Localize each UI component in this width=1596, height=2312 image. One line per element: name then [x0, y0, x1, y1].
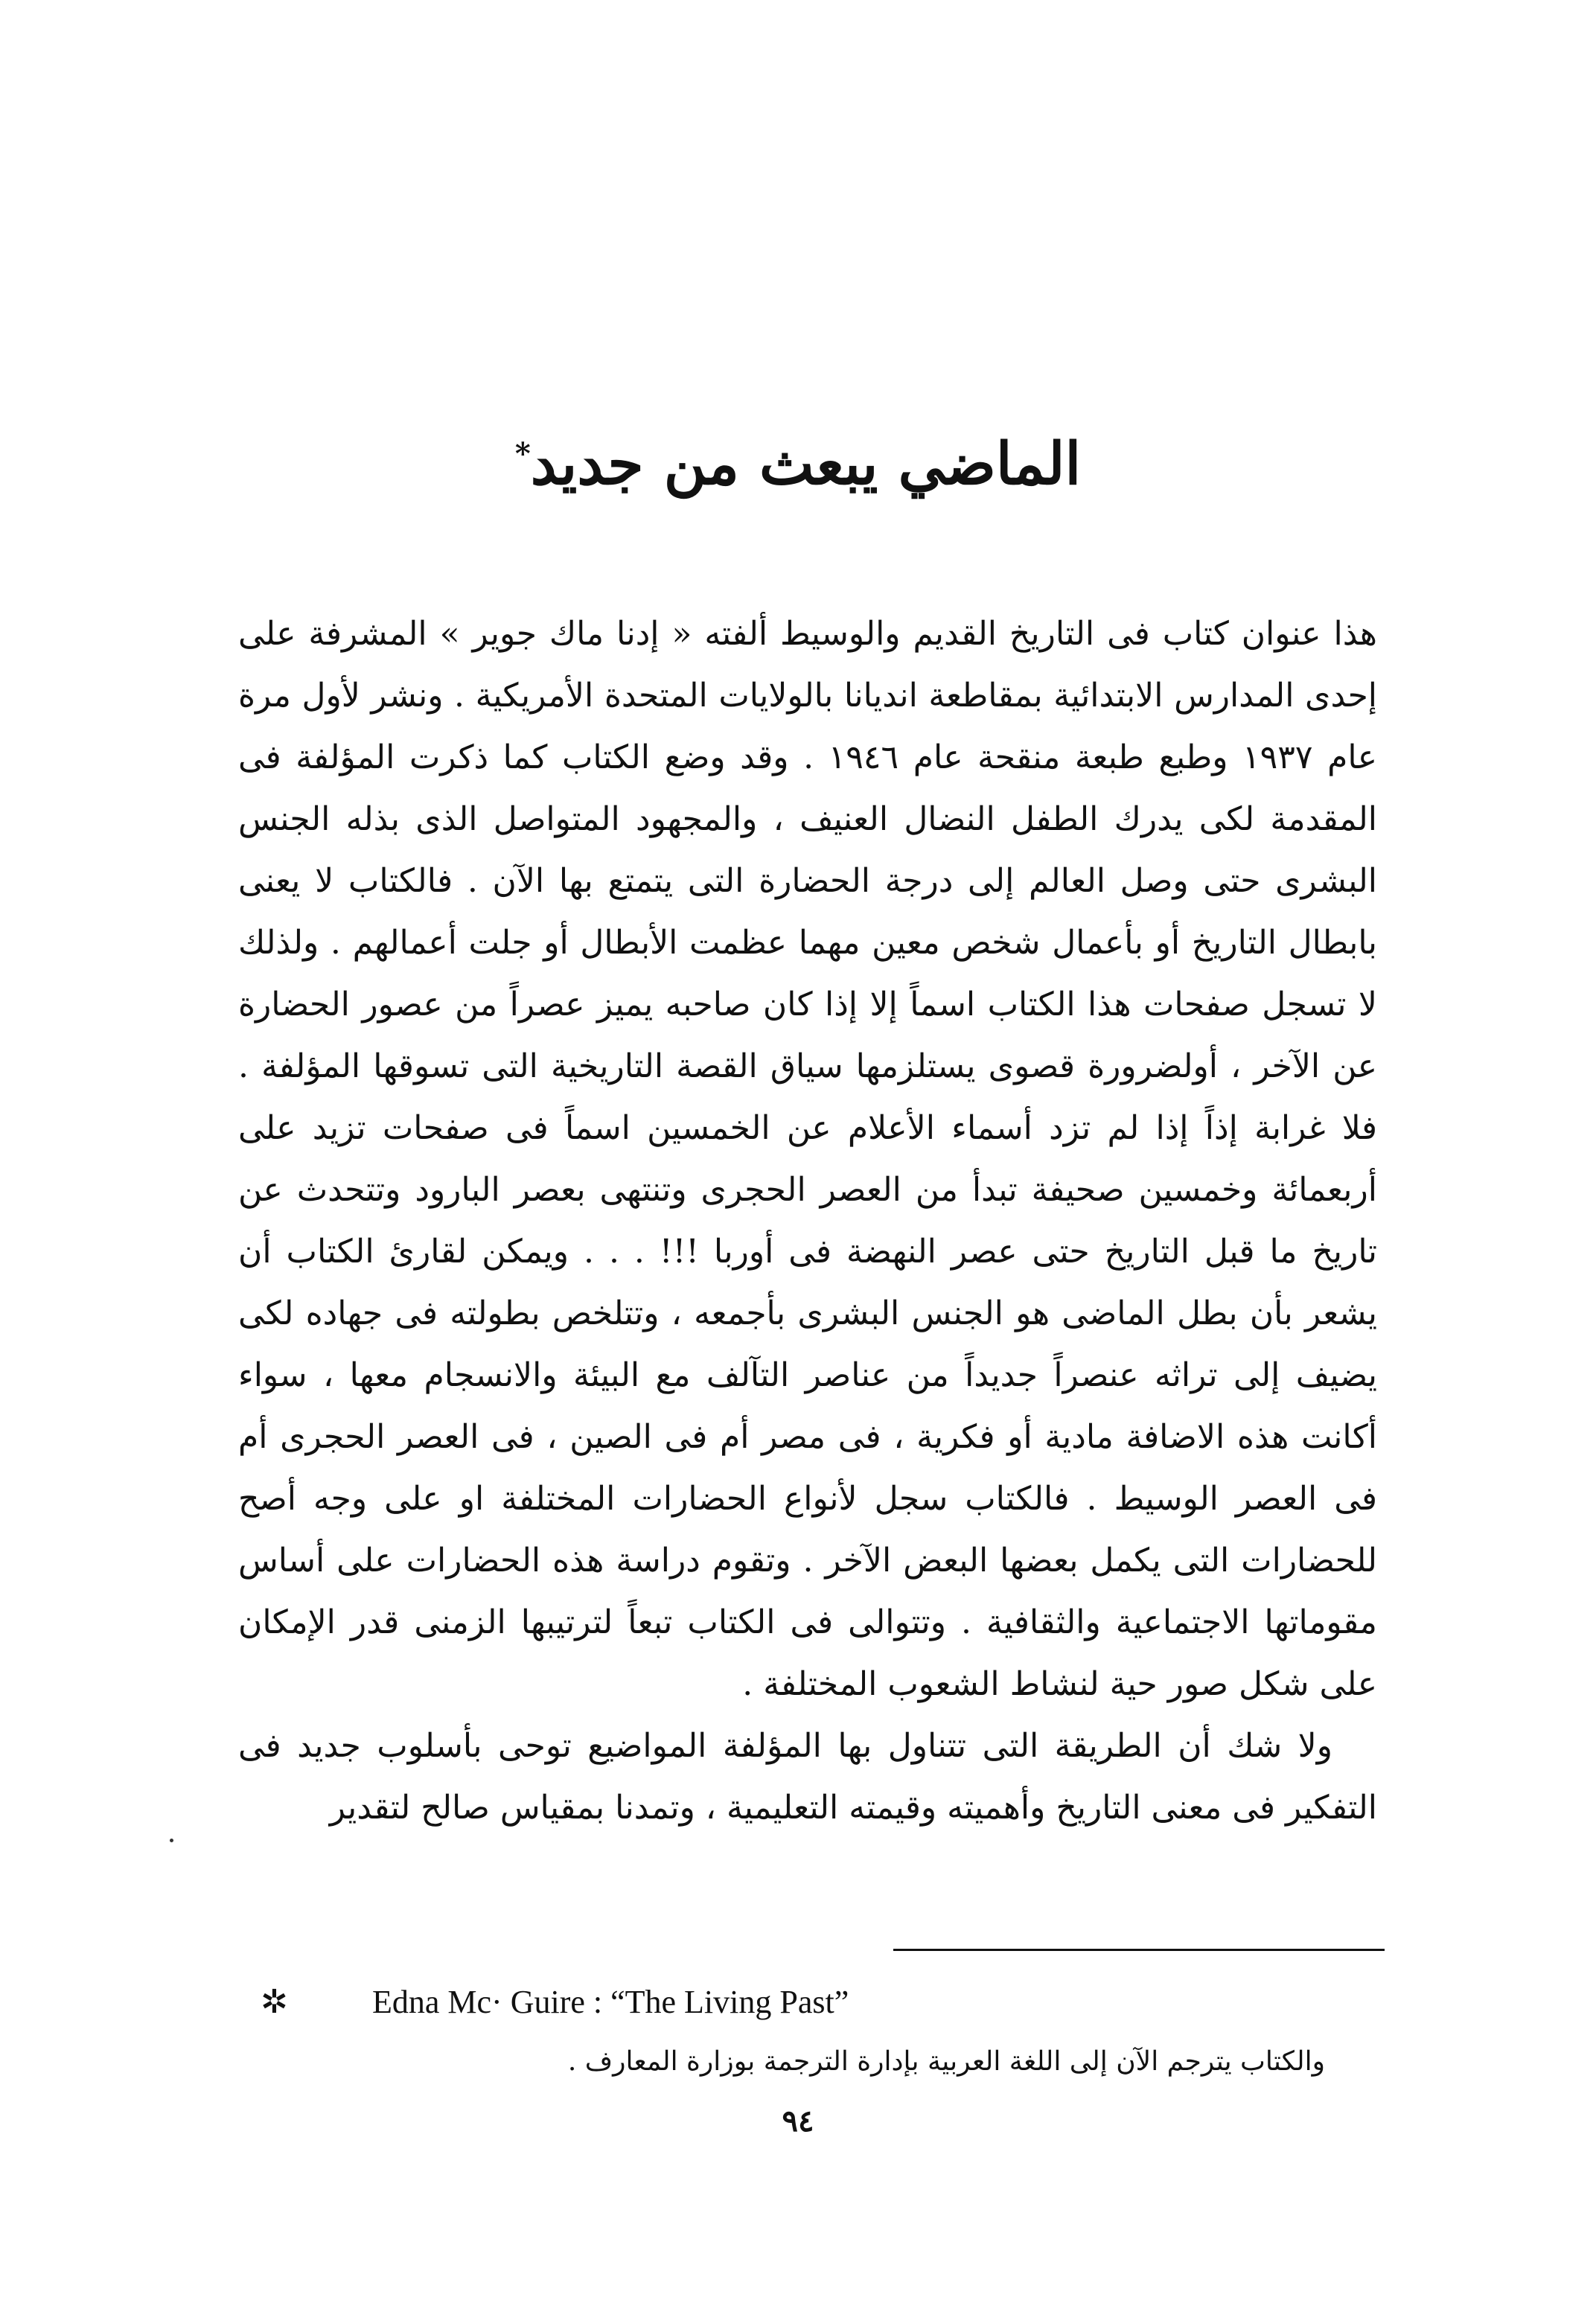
- footnote-marker: ✲: [261, 1984, 288, 2020]
- page-number: ٩٤: [782, 2104, 814, 2139]
- title-footnote-marker: *: [514, 436, 531, 471]
- body-text: [238, 603, 1377, 1839]
- paragraph-1: هذا عنوان كتاب فى التاريخ القديم والوسيط ألفته « إدنا ماك جوير » المشرفة على إحدى المدارس الابتدائية بمقاطعة انديانا بالولايات المتحدة الأمريكية . ونشر لأول مرة عام ١٩٣٧ وطبع طبعة منقحة عام ١٩٤٦ . وقد وضع الكتاب كما ذكرت المؤلفة فى المقدمة لكى يدرك الطفل النضال العنيف ، والمجهود المتواصل الذى بذله الجنس البشرى حتى وصل العالم إلى درجة الحضارة التى يتمتع بها الآن . فالكتاب لا يعنى بابطال التاريخ أو بأعمال شخص معين مهما عظمت الأبطال أو جلت أعمالهم . ولذلك لا تسجل صفحات هذا الكتاب اسماً إلا إذا كان صاحبه يميز عصراً من عصور الحضارة عن الآخر ، أولضرورة قصوى يستلزمها سياق القصة التاريخية التى تسوقها المؤلفة . فلا غرابة إذاً إذا لم تزد أسماء الأعلام عن الخمسين اسماً فى صفحات تزيد على أربعمائة وخمسين صحيفة تبدأ من العصر الحجرى وتنتهى بعصر البارود وتتحدث عن تاريخ ما قبل التاريخ حتى عصر النهضة فى أوربا !!! . . . ويمكن لقارئ الكتاب أن يشعر بأن بطل الماضى هو الجنس البشرى بأجمعه ، وتتلخص بطولته فى جهاده لكى يضيف إلى تراثه عنصراً جديداً من عناصر التآلف مع البيئة والانسجام معها ، سواء أكانت هذه الاضافة مادية أو فكرية ، فى مصر أم فى الصين ، فى العصر الحجرى أم فى العصر الوسيط . فالكتاب سجل لأنواع الحضارات المختلفة او على وجه أصح للحضارات التى يكمل بعضها البعض الآخر . وتقوم دراسة هذه الحضارات على أساس مقوماتها الاجتماعية والثقافية . وتتوالى فى الكتاب تبعاً لترتيبها الزمنى قدر الإمكان على شكل صور حية لنشاط الشعوب المختلفة .: [238, 615, 1378, 1703]
- scan-speck: [170, 1839, 173, 1842]
- title-text: الماضي يبعث من جديد: [530, 430, 1082, 498]
- footnote-english: [261, 1980, 1154, 2025]
- paragraph-2: ولا شك أن الطريقة التى تتناول بها المؤلفة المواضيع توحى بأسلوب جديد فى التفكير فى معنى التاريخ وأهميته وقيمته التعليمية ، وتمدنا بمقياس صالح لتقدير: [238, 1727, 1377, 1827]
- footnote-divider: [893, 1949, 1385, 1951]
- footnote-english-text: Edna Mc· Guire : “The Living Past”: [372, 1984, 849, 2020]
- page-title: [0, 417, 1596, 502]
- footnote-arabic: والكتاب يترجم الآن إلى اللغة العربية بإدارة الترجمة بوزارة المعارف .: [567, 2046, 1325, 2077]
